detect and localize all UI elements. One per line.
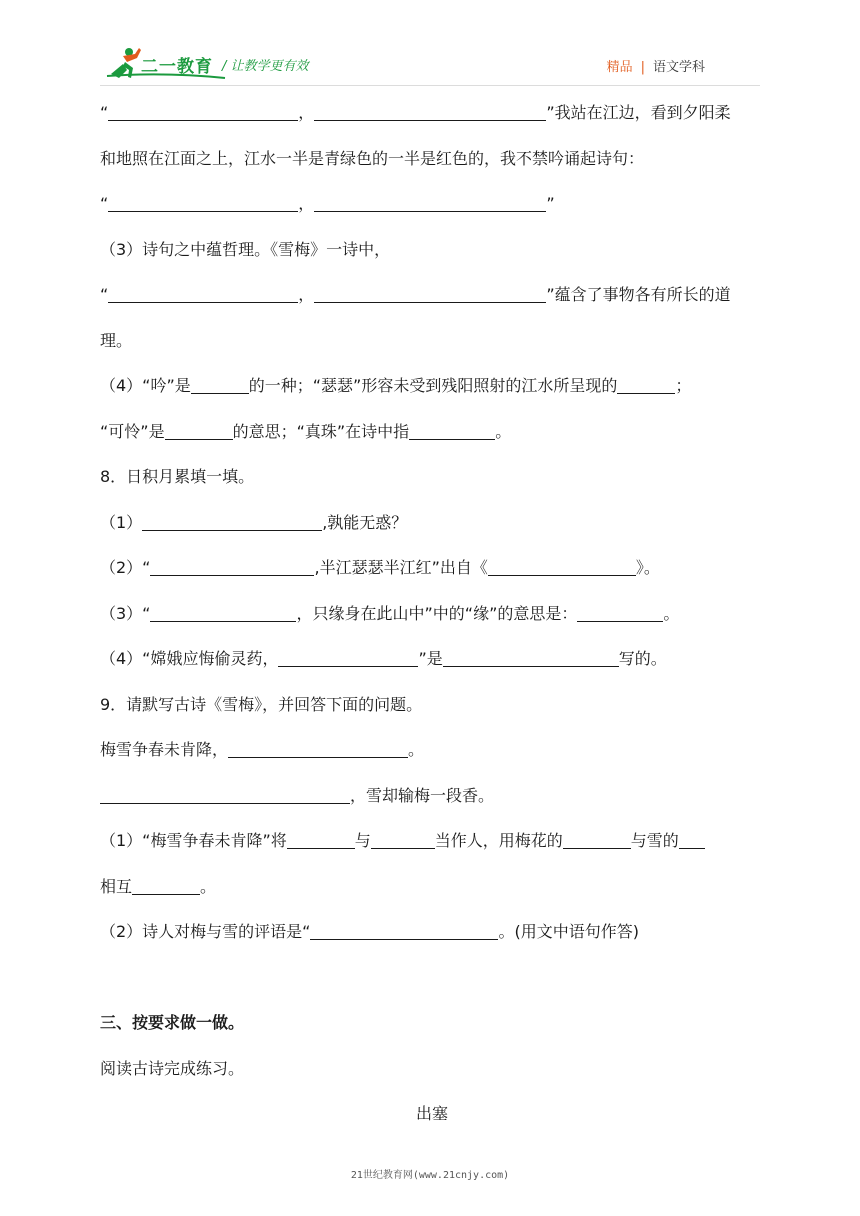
answer-blank[interactable]: [108, 282, 298, 303]
text-line: [100, 324, 764, 370]
line-text: ，: [298, 194, 315, 213]
tag-separator: |: [640, 60, 645, 75]
line-text: 。: [495, 421, 512, 441]
text-line: [100, 1006, 764, 1052]
line-text: 的意思；“真珠”在诗中指: [232, 421, 410, 441]
line-text: 与雪的: [630, 831, 679, 850]
answer-blank[interactable]: [228, 737, 408, 758]
answer-blank[interactable]: [679, 828, 705, 849]
line-text: （2）“: [100, 558, 151, 577]
line-text: ”蕴含了事物各有所长的道: [546, 285, 731, 304]
text-line: [100, 779, 764, 825]
answer-blank[interactable]: [100, 783, 350, 804]
text-line: [100, 142, 764, 188]
line-text: 。(用文中语句作答): [498, 922, 639, 941]
text-line: [100, 233, 764, 279]
line-text: 三、按要求做一做。: [100, 1013, 245, 1032]
line-text: ，只缘身在此山中”中的“缘”的意思是：: [296, 603, 578, 623]
answer-blank[interactable]: [371, 828, 435, 849]
line-text: 理。: [100, 330, 133, 350]
answer-blank[interactable]: [310, 919, 498, 940]
brand-slogan: / 让教学更有效: [222, 59, 309, 74]
text-line: [100, 506, 764, 552]
page-header: [0, 0, 860, 90]
text-line: [100, 688, 764, 734]
line-text: ,孰能无惑？: [322, 512, 408, 532]
line-text: 出塞: [415, 1104, 448, 1123]
answer-blank[interactable]: [314, 282, 546, 303]
text-line: [100, 597, 764, 643]
line-text: ，: [298, 285, 315, 304]
answer-blank[interactable]: [150, 601, 296, 622]
answer-blank[interactable]: [191, 373, 249, 394]
line-text: “: [100, 103, 109, 122]
answer-blank[interactable]: [314, 100, 546, 121]
line-text: “: [100, 285, 109, 304]
text-line: [100, 915, 764, 961]
line-text: 。: [663, 603, 680, 623]
line-text: 写的。: [618, 649, 667, 668]
line-text: （3）诗句之中蕴哲理。《雪梅》一诗中，: [100, 239, 391, 259]
answer-blank[interactable]: [150, 555, 314, 576]
text-line: [100, 961, 764, 1007]
line-text: ”: [546, 194, 555, 213]
answer-blank[interactable]: [278, 646, 418, 667]
brand-name: 二一教育: [141, 57, 213, 77]
text-line: [100, 415, 764, 461]
text-line: [100, 824, 764, 870]
line-text: 》。: [635, 558, 660, 577]
answer-blank[interactable]: [314, 191, 546, 212]
text-line: [100, 870, 764, 916]
line-text: （4）“嫦娥应悔偷灵药，: [100, 649, 279, 668]
line-text: ；: [675, 376, 692, 395]
answer-blank[interactable]: [165, 419, 233, 440]
line-text: “可怜”是: [100, 421, 165, 441]
text-line: [100, 187, 764, 233]
text-line: [100, 551, 764, 597]
answer-blank[interactable]: [617, 373, 675, 394]
line-text: 。: [408, 740, 425, 759]
line-text: 相互: [100, 876, 133, 896]
answer-blank[interactable]: [142, 510, 322, 531]
line-text: 当作人，用梅花的: [434, 831, 563, 850]
line-text: （1）“梅雪争春未肯降”将: [100, 831, 287, 850]
answer-blank[interactable]: [563, 828, 631, 849]
premium-tag: 精品: [606, 60, 633, 75]
line-text: 的一种；“瑟瑟”形容未受到残阳照射的江水所呈现的: [248, 376, 618, 395]
text-line: [100, 96, 764, 142]
line-text: （2）诗人对梅与雪的评语是“: [100, 922, 311, 941]
answer-blank[interactable]: [108, 100, 298, 121]
text-line: [100, 460, 764, 506]
answer-blank[interactable]: [287, 828, 355, 849]
header-divider: [100, 85, 760, 86]
text-line: [100, 1052, 764, 1098]
line-text: （4）“吟”是: [100, 376, 191, 395]
line-text: ，雪却输梅一段香。: [350, 785, 495, 805]
line-text: “: [100, 194, 109, 213]
subject-tag: 语文学科: [652, 60, 705, 75]
answer-blank[interactable]: [132, 874, 200, 895]
text-line: [100, 733, 764, 779]
page-footer: 21世纪教育网(www.21cnjy.com): [350, 1170, 510, 1181]
line-text: 。: [200, 876, 217, 896]
line-text: ”是: [418, 649, 443, 668]
line-text: 与: [354, 831, 371, 850]
line-text: 9．请默写古诗《雪梅》，并回答下面的问题。: [100, 694, 423, 714]
header-tags: [607, 56, 705, 75]
answer-blank[interactable]: [577, 601, 663, 622]
line-text: 梅雪争春未肯降，: [100, 740, 229, 759]
line-text: 阅读古诗完成练习。: [100, 1058, 245, 1078]
text-line: [100, 278, 764, 324]
text-line: [100, 1097, 764, 1143]
text-line: [100, 642, 764, 688]
line-text: （1）: [100, 512, 143, 532]
answer-blank[interactable]: [443, 646, 619, 667]
worksheet-content: [100, 96, 764, 1143]
answer-blank[interactable]: [108, 191, 298, 212]
answer-blank[interactable]: [488, 555, 636, 576]
text-line: [100, 369, 764, 415]
line-text: ，: [298, 103, 315, 122]
line-text: ”我站在江边，看到夕阳柔: [546, 103, 731, 122]
line-text: ,半江瑟瑟半江红”出自《: [314, 558, 488, 577]
line-text: 和地照在江面之上，江水一半是青绿色的一半是红色的，我不禁吟诵起诗句：: [100, 148, 645, 168]
line-text: 8．日积月累填一填。: [100, 467, 255, 486]
answer-blank[interactable]: [409, 419, 495, 440]
line-text: （3）“: [100, 603, 151, 623]
